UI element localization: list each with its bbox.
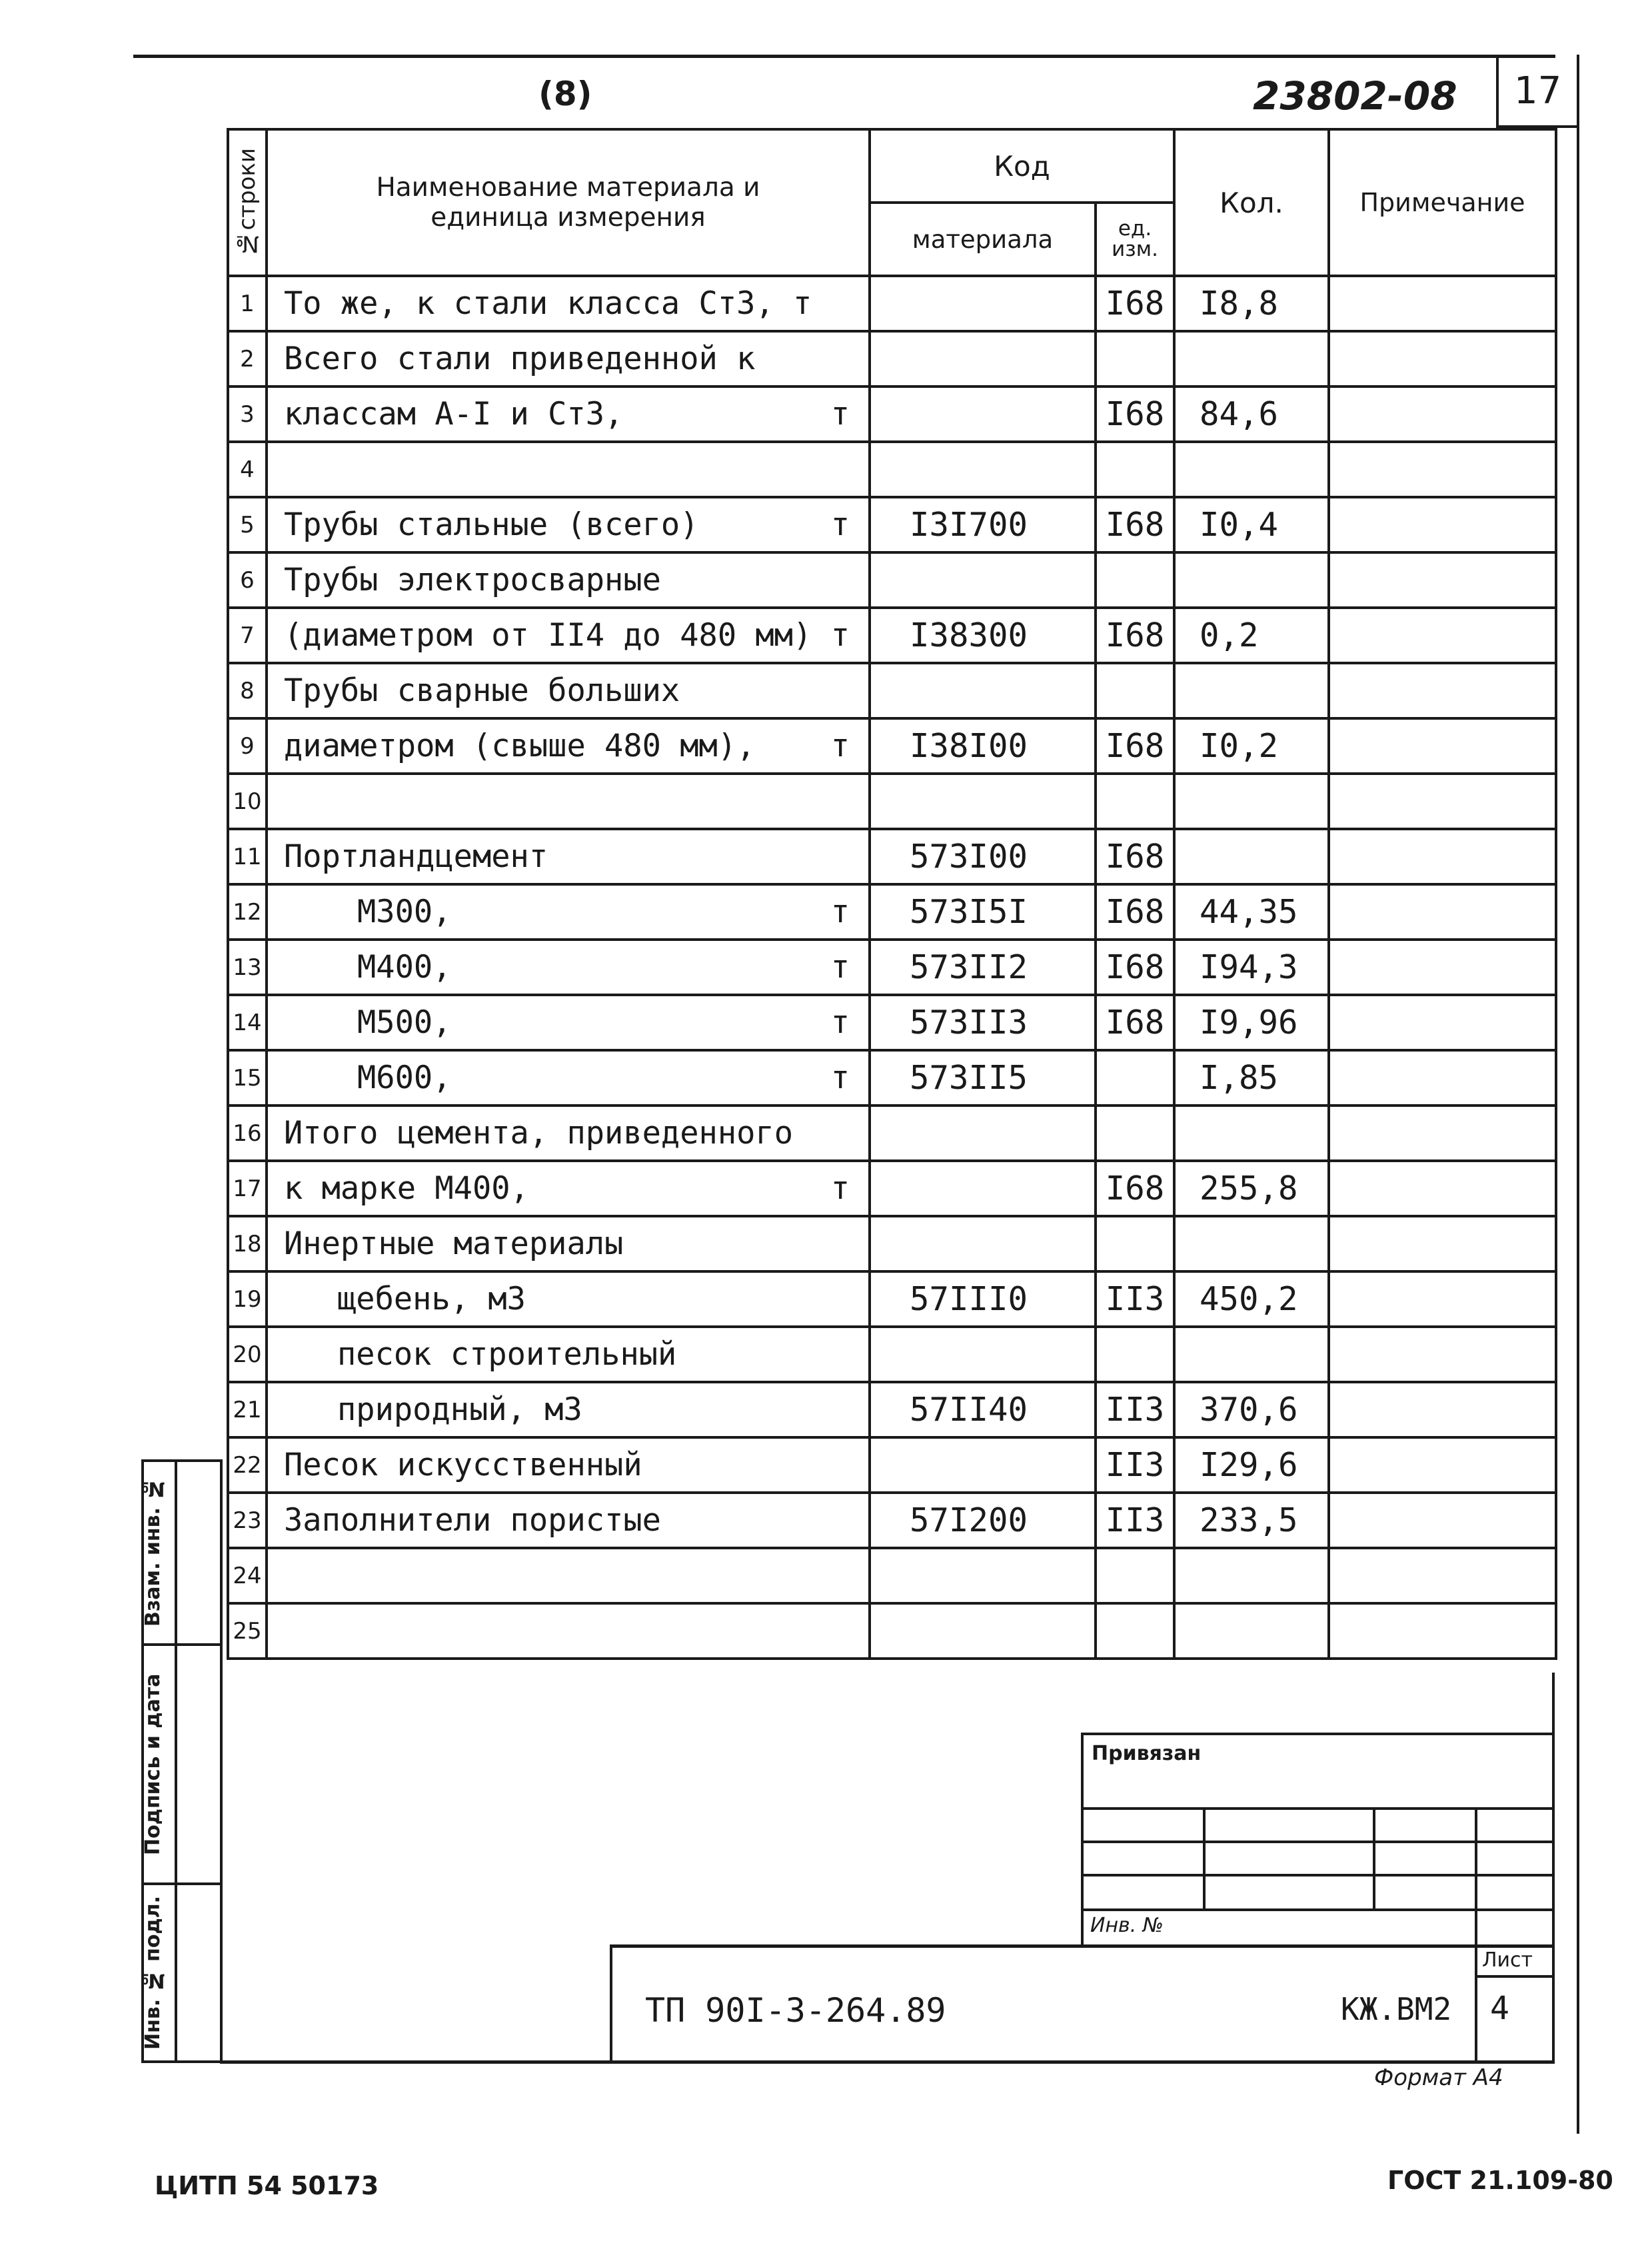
material-unit-letter: т — [830, 728, 850, 764]
material-name — [267, 1382, 870, 1437]
note-cell — [1329, 276, 1556, 331]
note-cell — [1329, 1327, 1556, 1382]
material-code — [870, 1216, 1096, 1271]
quantity: I9,96 — [1174, 995, 1329, 1050]
material-name — [267, 1216, 870, 1271]
material-name — [267, 1161, 870, 1216]
unit-code: I68 — [1096, 940, 1174, 995]
unit-code: I68 — [1096, 497, 1174, 552]
note-cell — [1329, 1106, 1556, 1161]
table-row — [228, 829, 1556, 884]
row-number: 6 — [228, 552, 267, 608]
row-number: 22 — [228, 1437, 267, 1493]
material-unit-letter — [823, 285, 850, 322]
row-number: 23 — [228, 1493, 267, 1548]
material-name — [267, 774, 870, 829]
row-number: 19 — [228, 1271, 267, 1327]
note-cell — [1329, 331, 1556, 386]
privyazan-col2 — [1373, 1807, 1375, 1908]
note-cell — [1329, 1050, 1556, 1106]
material-code — [870, 331, 1096, 386]
quantity — [1174, 1327, 1329, 1382]
quantity: I0,4 — [1174, 497, 1329, 552]
inv-no-label: Инв. № — [1090, 1914, 1164, 1937]
quantity — [1174, 1216, 1329, 1271]
note-cell — [1329, 1548, 1556, 1603]
material-code: 573I00 — [870, 829, 1096, 884]
material-code: 573II3 — [870, 995, 1096, 1050]
material-code — [870, 276, 1096, 331]
material-unit-letter — [823, 672, 850, 709]
corner-box-divider — [1496, 55, 1499, 127]
material-name — [267, 552, 870, 608]
table-row — [228, 497, 1556, 552]
table-header-row-1 — [228, 129, 1556, 203]
side-label-signature-date: Подпись и дата — [141, 1673, 165, 1855]
material-name — [267, 442, 870, 497]
document-code: 23802-08 — [1253, 73, 1457, 119]
note-cell — [1329, 1493, 1556, 1548]
unit-code: II3 — [1096, 1271, 1174, 1327]
material-code — [870, 1106, 1096, 1161]
material-name-text: Песок искусственный — [284, 1447, 642, 1483]
material-unit-letter: т — [830, 506, 850, 543]
row-number: 9 — [228, 718, 267, 774]
note-cell — [1329, 829, 1556, 884]
note-cell — [1329, 1216, 1556, 1271]
table-row — [228, 1050, 1556, 1106]
privyazan-row3 — [1081, 1874, 1555, 1876]
material-name-text: (диаметром от II4 до 480 мм) — [284, 617, 812, 654]
material-name-text: к марке М400, — [284, 1170, 529, 1207]
unit-code: I68 — [1096, 718, 1174, 774]
note-cell — [1329, 442, 1556, 497]
quantity — [1174, 1106, 1329, 1161]
table-row — [228, 1106, 1556, 1161]
material-code — [870, 1603, 1096, 1659]
row-number: 16 — [228, 1106, 267, 1161]
unit-code — [1096, 1106, 1174, 1161]
quantity — [1174, 1548, 1329, 1603]
quantity — [1174, 829, 1329, 884]
material-name-text: М400, — [357, 949, 452, 986]
page-number-paren: (8) — [538, 75, 592, 113]
unit-code — [1096, 1050, 1174, 1106]
material-unit-letter: т — [830, 1170, 850, 1207]
titleblock-left — [610, 1944, 612, 2063]
unit-code: I68 — [1096, 608, 1174, 663]
unit-code: II3 — [1096, 1493, 1174, 1548]
material-name-text: То же, к стали класса Ст3, т — [284, 285, 812, 322]
row-number: 10 — [228, 774, 267, 829]
side-box-div1 — [141, 1643, 221, 1646]
note-cell — [1329, 1271, 1556, 1327]
header-row-number: №строки — [228, 129, 267, 276]
lower-frame-right — [1552, 1673, 1555, 2063]
note-cell — [1329, 1161, 1556, 1216]
material-unit-letter: т — [830, 949, 850, 986]
note-cell — [1329, 497, 1556, 552]
table-row — [228, 276, 1556, 331]
lower-frame-left — [220, 1673, 223, 2063]
material-code: I38300 — [870, 608, 1096, 663]
material-code — [870, 442, 1096, 497]
quantity — [1174, 663, 1329, 718]
material-unit-letter — [823, 1281, 850, 1317]
unit-code — [1096, 1327, 1174, 1382]
material-name — [267, 1327, 870, 1382]
material-name — [267, 1437, 870, 1493]
titleblock-top — [610, 1944, 1555, 1948]
privyazan-row1 — [1081, 1807, 1555, 1810]
side-box-top — [141, 1459, 221, 1462]
privyazan-col1 — [1203, 1807, 1206, 1908]
side-box-bottom — [141, 2060, 221, 2063]
row-number: 15 — [228, 1050, 267, 1106]
material-unit-letter — [823, 1336, 850, 1373]
quantity — [1174, 552, 1329, 608]
table-row — [228, 1548, 1556, 1603]
row-number: 11 — [228, 829, 267, 884]
material-name — [267, 276, 870, 331]
header-code-unit — [1096, 203, 1174, 276]
quantity: I,85 — [1174, 1050, 1329, 1106]
quantity: 233,5 — [1174, 1493, 1329, 1548]
unit-code: I68 — [1096, 1161, 1174, 1216]
material-code: 573II5 — [870, 1050, 1096, 1106]
material-unit-letter — [823, 1391, 850, 1428]
footer-gost: ГОСТ 21.109-80 — [1387, 2166, 1613, 2195]
privyazan-top — [1081, 1733, 1555, 1735]
unit-code — [1096, 552, 1174, 608]
material-code: 57I200 — [870, 1493, 1096, 1548]
quantity: I29,6 — [1174, 1437, 1329, 1493]
sheet-number: 4 — [1490, 1990, 1509, 2027]
header-unit-line-2: изм. — [1112, 237, 1158, 261]
note-cell — [1329, 995, 1556, 1050]
note-cell — [1329, 386, 1556, 442]
document-number: ТП 90I-3-264.89 — [645, 1991, 946, 2030]
material-code — [870, 1548, 1096, 1603]
material-unit-letter — [823, 838, 850, 875]
header-name-line-2: единица измерения — [430, 203, 706, 233]
material-name — [267, 940, 870, 995]
material-name — [267, 497, 870, 552]
note-cell — [1329, 884, 1556, 940]
material-code: 573II2 — [870, 940, 1096, 995]
quantity: 44,35 — [1174, 884, 1329, 940]
material-name — [267, 1271, 870, 1327]
row-number: 7 — [228, 608, 267, 663]
material-code — [870, 552, 1096, 608]
material-unit-letter — [823, 1115, 850, 1151]
titleblock-sheet-div — [1475, 1975, 1555, 1978]
material-name-text: классам А-I и Ст3, — [284, 396, 624, 432]
table-row — [228, 995, 1556, 1050]
row-number: 24 — [228, 1548, 267, 1603]
unit-code — [1096, 1548, 1174, 1603]
corner-number: 17 — [1514, 69, 1562, 113]
titleblock-sheet-left — [1475, 1944, 1477, 2063]
material-name-text: щебень, м3 — [337, 1281, 526, 1317]
row-number: 2 — [228, 331, 267, 386]
material-name-text: М500, — [357, 1004, 452, 1041]
table-row — [228, 608, 1556, 663]
material-unit-letter — [823, 562, 850, 598]
row-number: 3 — [228, 386, 267, 442]
material-name-text: Трубы сварные больших — [284, 672, 680, 709]
quantity — [1174, 442, 1329, 497]
row-number: 14 — [228, 995, 267, 1050]
unit-code: II3 — [1096, 1382, 1174, 1437]
unit-code: I68 — [1096, 829, 1174, 884]
row-number: 12 — [228, 884, 267, 940]
unit-code — [1096, 331, 1174, 386]
material-name — [267, 1493, 870, 1548]
material-code — [870, 1437, 1096, 1493]
table-row — [228, 1327, 1556, 1382]
material-name-text: Всего стали приведенной к — [284, 341, 756, 377]
unit-code: I68 — [1096, 995, 1174, 1050]
header-code-material: материала — [870, 203, 1096, 276]
side-box-div2 — [141, 1882, 221, 1885]
row-number: 13 — [228, 940, 267, 995]
material-unit-letter: т — [830, 1060, 850, 1096]
note-cell — [1329, 1382, 1556, 1437]
table-row — [228, 331, 1556, 386]
unit-code — [1096, 442, 1174, 497]
material-name — [267, 718, 870, 774]
table-row — [228, 1161, 1556, 1216]
lower-frame-bottom — [220, 2060, 1555, 2064]
material-code: I3I700 — [870, 497, 1096, 552]
material-unit-letter — [823, 341, 850, 377]
unit-code — [1096, 1216, 1174, 1271]
material-name-text: М600, — [357, 1060, 452, 1096]
material-code — [870, 663, 1096, 718]
material-name-text: Инертные материалы — [284, 1225, 624, 1262]
material-name — [267, 1548, 870, 1603]
privyazan-label: Привязан — [1092, 1742, 1202, 1765]
material-name — [267, 1106, 870, 1161]
privyazan-row4 — [1081, 1908, 1555, 1911]
table-row — [228, 884, 1556, 940]
quantity: I8,8 — [1174, 276, 1329, 331]
header-code-group: Код — [870, 129, 1174, 203]
unit-code — [1096, 1603, 1174, 1659]
table-row — [228, 1437, 1556, 1493]
material-name-text: Портландцемент — [284, 838, 548, 875]
note-cell — [1329, 608, 1556, 663]
table-row — [228, 663, 1556, 718]
privyazan-col3 — [1475, 1807, 1477, 1944]
table-row — [228, 1271, 1556, 1327]
right-frame-line — [1577, 55, 1579, 2134]
side-box-inner — [175, 1459, 177, 2063]
table-body — [228, 276, 1556, 1659]
material-name-text: песок строительный — [337, 1336, 677, 1373]
note-cell — [1329, 718, 1556, 774]
note-cell — [1329, 1437, 1556, 1493]
table-row — [228, 386, 1556, 442]
material-name — [267, 1050, 870, 1106]
quantity: 450,2 — [1174, 1271, 1329, 1327]
material-code: I38I00 — [870, 718, 1096, 774]
note-cell — [1329, 774, 1556, 829]
material-name-text: Заполнители пористые — [284, 1502, 661, 1539]
unit-code — [1096, 663, 1174, 718]
material-unit-letter — [823, 1502, 850, 1539]
material-name — [267, 663, 870, 718]
material-unit-letter: т — [830, 1004, 850, 1041]
row-number: 21 — [228, 1382, 267, 1437]
quantity — [1174, 1603, 1329, 1659]
note-cell — [1329, 552, 1556, 608]
unit-code: I68 — [1096, 276, 1174, 331]
table-row — [228, 774, 1556, 829]
row-number: 8 — [228, 663, 267, 718]
table-row — [228, 1216, 1556, 1271]
table-row — [228, 552, 1556, 608]
row-number: 20 — [228, 1327, 267, 1382]
materials-table — [227, 128, 1557, 1660]
material-code: 57II40 — [870, 1382, 1096, 1437]
quantity: 370,6 — [1174, 1382, 1329, 1437]
material-name-text: природный, м3 — [337, 1391, 582, 1428]
row-number: 5 — [228, 497, 267, 552]
row-number: 1 — [228, 276, 267, 331]
material-name-text: Трубы стальные (всего) — [284, 506, 699, 543]
row-number: 17 — [228, 1161, 267, 1216]
material-unit-letter: т — [830, 396, 850, 432]
side-label-vzam-inv: Взам. инв. № — [141, 1477, 165, 1627]
material-name-text: М300, — [357, 894, 452, 930]
privyazan-row2 — [1081, 1841, 1555, 1843]
note-cell — [1329, 663, 1556, 718]
note-cell — [1329, 940, 1556, 995]
material-code — [870, 774, 1096, 829]
table-row — [228, 1493, 1556, 1548]
quantity: 84,6 — [1174, 386, 1329, 442]
unit-code: I68 — [1096, 386, 1174, 442]
row-number: 18 — [228, 1216, 267, 1271]
material-code — [870, 1161, 1096, 1216]
material-code: 573I5I — [870, 884, 1096, 940]
note-cell — [1329, 1603, 1556, 1659]
row-number: 25 — [228, 1603, 267, 1659]
material-code: 57III0 — [870, 1271, 1096, 1327]
side-label-inv-podl: Инв. № подл. — [141, 1895, 165, 2050]
footer-left-code: ЦИТП 54 50173 — [155, 2171, 379, 2200]
material-name — [267, 1603, 870, 1659]
quantity: I94,3 — [1174, 940, 1329, 995]
table-row — [228, 1603, 1556, 1659]
table-row — [228, 718, 1556, 774]
material-name-text: диаметром (свыше 480 мм), — [284, 728, 756, 764]
material-unit-letter: т — [830, 617, 850, 654]
header-quantity: Кол. — [1174, 129, 1329, 276]
section-code: КЖ.ВМ2 — [1341, 1991, 1452, 2027]
quantity: I0,2 — [1174, 718, 1329, 774]
material-name — [267, 386, 870, 442]
row-number: 4 — [228, 442, 267, 497]
header-name-line-1: Наименование материала и — [376, 173, 760, 203]
material-name — [267, 884, 870, 940]
quantity: 0,2 — [1174, 608, 1329, 663]
table-row — [228, 442, 1556, 497]
material-unit-letter — [823, 1225, 850, 1262]
unit-code: I68 — [1096, 884, 1174, 940]
material-name — [267, 608, 870, 663]
format-label: Формат А4 — [1374, 2064, 1503, 2091]
material-name — [267, 331, 870, 386]
privyazan-left — [1081, 1733, 1084, 1944]
table-row — [228, 1382, 1556, 1437]
header-note: Примечание — [1329, 129, 1556, 276]
material-code — [870, 1327, 1096, 1382]
material-name — [267, 829, 870, 884]
top-frame-line — [133, 55, 1555, 58]
material-name-text: Итого цемента, приведенного — [284, 1115, 794, 1151]
material-unit-letter — [823, 1447, 850, 1483]
quantity — [1174, 774, 1329, 829]
unit-code: II3 — [1096, 1437, 1174, 1493]
material-name-text: Трубы электросварные — [284, 562, 661, 598]
quantity — [1174, 331, 1329, 386]
material-unit-letter: т — [830, 894, 850, 930]
unit-code — [1096, 774, 1174, 829]
header-material-name — [267, 129, 870, 276]
table-row — [228, 940, 1556, 995]
header-unit-line-1: ед. — [1118, 217, 1152, 241]
sheet-label: Лист — [1482, 1948, 1533, 1972]
quantity: 255,8 — [1174, 1161, 1329, 1216]
material-code — [870, 386, 1096, 442]
material-name — [267, 995, 870, 1050]
